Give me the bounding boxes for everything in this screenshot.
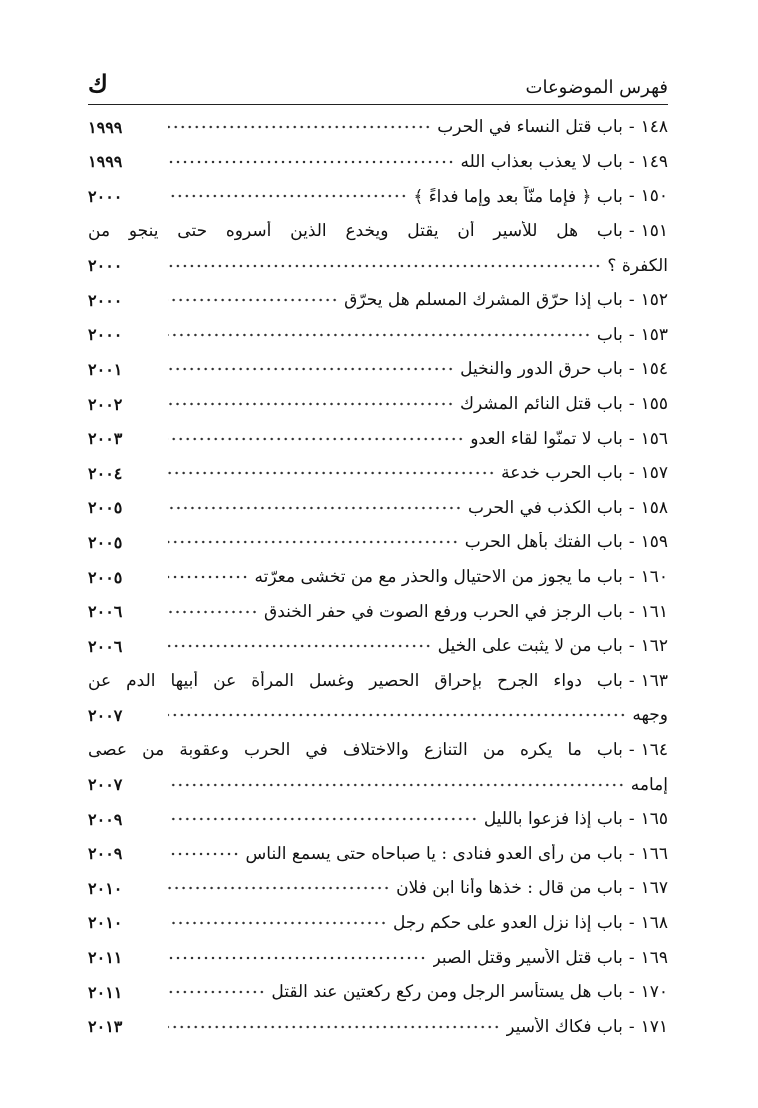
entry-dash: - (628, 809, 635, 830)
leader-dots (168, 429, 464, 449)
leader-dots (168, 152, 455, 172)
toc-list (88, 110, 668, 1044)
entry-dash: - (628, 324, 635, 345)
entry-title: باب حرق الدور والنخيل (460, 359, 623, 380)
entry-dash: - (628, 601, 635, 622)
entry-title-line2: الكفرة ؟ (607, 255, 668, 276)
entry-dash: - (628, 117, 635, 138)
entry-number: ١٥٨ (640, 497, 668, 518)
entry-page: ٢٠٠٥ (88, 567, 123, 587)
toc-entry (88, 940, 668, 975)
entry-number: ١٦١ (640, 601, 668, 622)
toc-entry (88, 733, 668, 802)
leader-dots (168, 982, 265, 1002)
leader-dots (168, 636, 432, 656)
entry-title: باب إذا حرّق المشرك المسلم هل يحرّق (344, 290, 623, 311)
entry-dash: - (628, 670, 635, 691)
entry-dash: - (628, 497, 635, 518)
entry-number: ١٥٠ (640, 186, 668, 207)
index-page (88, 0, 668, 1108)
toc-entry (88, 179, 668, 214)
entry-dash: - (628, 982, 635, 1003)
entry-dash: - (628, 912, 635, 933)
entry-title: باب إذا فزعوا بالليل (483, 809, 623, 830)
toc-entry (88, 906, 668, 941)
page-header (88, 69, 668, 98)
leader-dots (168, 394, 454, 414)
leader-dots (168, 117, 431, 137)
entry-dash: - (628, 428, 635, 449)
entry-page: ٢٠١٣ (88, 1017, 123, 1037)
entry-dash: - (628, 394, 635, 415)
entry-number: ١٦٢ (640, 636, 668, 657)
leader-dots (168, 948, 427, 968)
entry-page: ٢٠٠٠ (88, 325, 123, 345)
entry-title: باب ما يجوز من الاحتيال والحذر مع من تخشى معرّته (254, 567, 623, 588)
leader-dots (168, 1017, 500, 1037)
entry-dash: - (628, 290, 635, 311)
leader-dots (168, 775, 625, 795)
entry-page: ٢٠٠٢ (88, 394, 123, 414)
entry-number: ١٥١ (640, 221, 668, 242)
toc-entry (88, 421, 668, 456)
header-title: فهرس الموضوعات (525, 77, 668, 98)
entry-page: ٢٠٠٠ (88, 256, 123, 276)
page-letter: ك (88, 69, 108, 98)
entry-number: ١٥٢ (640, 290, 668, 311)
entry-page: ٢٠٠٥ (88, 498, 123, 518)
toc-entry (88, 456, 668, 491)
toc-entry (88, 664, 668, 733)
entry-dash: - (628, 151, 635, 172)
entry-page: ٢٠١١ (88, 982, 123, 1002)
leader-dots (168, 602, 258, 622)
entry-title-line1: باب هل للأسير أن يقتل ويخدع الذين أسروه حتى ينجو من (88, 221, 623, 242)
entry-page: ٢٠٠٩ (88, 809, 123, 829)
leader-dots (168, 325, 591, 345)
toc-entry (88, 110, 668, 145)
entry-dash: - (628, 843, 635, 864)
entry-page: ٢٠١٠ (88, 913, 123, 933)
entry-title-line2: وجهه (632, 705, 668, 726)
toc-entry (88, 836, 668, 871)
entry-number: ١٥٧ (640, 463, 668, 484)
leader-dots (168, 290, 338, 310)
entry-number: ١٥٥ (640, 394, 668, 415)
leader-dots (168, 256, 601, 276)
toc-entry (88, 283, 668, 318)
entry-page: ٢٠٠٤ (88, 463, 123, 483)
toc-entry (88, 1009, 668, 1044)
entry-number: ١٤٩ (640, 151, 668, 172)
entry-number: ١٦٠ (640, 567, 668, 588)
entry-title: باب الحرب خدعة (501, 463, 623, 484)
entry-title: باب فكاك الأسير (506, 1016, 623, 1037)
toc-entry (88, 145, 668, 180)
entry-title: باب الكذب في الحرب (467, 497, 623, 518)
leader-dots (168, 498, 462, 518)
entry-title: باب قتل النائم المشرك (460, 394, 623, 415)
entry-page: ٢٠٠١ (88, 359, 123, 379)
entry-title: باب (596, 324, 623, 345)
entry-page: ٢٠٠٧ (88, 775, 123, 795)
entry-number: ١٥٩ (640, 532, 668, 553)
entry-title-line2: إمامه (630, 774, 668, 795)
leader-dots (168, 705, 626, 725)
entry-number: ١٦٣ (640, 670, 668, 691)
entry-title: باب من لا يثبت على الخيل (437, 636, 623, 657)
entry-number: ١٦٥ (640, 809, 668, 830)
entry-page: ٢٠٠٦ (88, 636, 123, 656)
toc-entry (88, 352, 668, 387)
entry-page: ٢٠٠٩ (88, 844, 123, 864)
entry-dash: - (628, 359, 635, 380)
entry-dash: - (628, 878, 635, 899)
entry-title: باب قتل الأسير وقتل الصبر (432, 947, 623, 968)
entry-title: باب الفتك بأهل الحرب (464, 532, 623, 553)
leader-dots (168, 844, 240, 864)
leader-dots (168, 913, 387, 933)
toc-entry (88, 594, 668, 629)
entry-dash: - (628, 636, 635, 657)
toc-entry (88, 802, 668, 837)
entry-page: ٢٠١٠ (88, 878, 123, 898)
entry-number: ١٦٤ (640, 739, 668, 760)
entry-dash: - (628, 221, 635, 242)
entry-title-line1: باب دواء الجرح بإحراق الحصير وغسل المرأة عن أبيها الدم عن (88, 670, 623, 691)
toc-entry (88, 560, 668, 595)
leader-dots (168, 567, 249, 587)
entry-number: ١٥٣ (640, 324, 668, 345)
leader-dots (168, 532, 459, 552)
entry-page: ٢٠١١ (88, 948, 123, 968)
toc-entry (88, 975, 668, 1010)
entry-number: ١٥٦ (640, 428, 668, 449)
entry-number: ١٦٦ (640, 843, 668, 864)
entry-page: ٢٠٠٧ (88, 705, 123, 725)
entry-number: ١٦٨ (640, 912, 668, 933)
entry-number: ١٧٠ (640, 982, 668, 1003)
entry-page: ٢٠٠٥ (88, 532, 123, 552)
leader-dots (168, 809, 478, 829)
toc-entry (88, 318, 668, 353)
toc-entry (88, 387, 668, 422)
leader-dots (168, 463, 495, 483)
leader-dots (168, 359, 454, 379)
entry-dash: - (628, 947, 635, 968)
entry-title: باب الرجز في الحرب ورفع الصوت في حفر الخندق (264, 601, 623, 622)
entry-dash: - (628, 532, 635, 553)
entry-dash: - (628, 567, 635, 588)
entry-page: ٢٠٠٠ (88, 290, 123, 310)
toc-entry (88, 629, 668, 664)
entry-number: ١٧١ (640, 1016, 668, 1037)
entry-page: ٢٠٠٦ (88, 602, 123, 622)
entry-title: باب قتل النساء في الحرب (437, 117, 623, 138)
entry-title: باب هل يستأسر الرجل ومن ركع ركعتين عند القتل (271, 982, 623, 1003)
entry-title: باب من قال : خذها وأنا ابن فلان (396, 878, 623, 899)
entry-dash: - (628, 463, 635, 484)
leader-dots (168, 878, 390, 898)
leader-dots (168, 186, 407, 206)
entry-title: باب ﴿ فإما منّاً بعد وإما فداءً ﴾ (413, 186, 623, 207)
entry-number: ١٤٨ (640, 117, 668, 138)
toc-entry (88, 214, 668, 283)
header-rule (88, 104, 668, 105)
entry-title: باب من رأى العدو فنادى : يا صباحاه حتى يسمع الناس (245, 843, 623, 864)
entry-dash: - (628, 1016, 635, 1037)
entry-title: باب لا تمنّوا لقاء العدو (470, 428, 623, 449)
entry-title-line1: باب ما يكره من التنازع والاختلاف في الحرب وعقوبة من عصى (88, 739, 623, 760)
entry-page: ٢٠٠٠ (88, 186, 123, 206)
entry-page: ٢٠٠٣ (88, 429, 123, 449)
entry-title: باب لا يعذب بعذاب الله (460, 151, 623, 172)
entry-title: باب إذا نزل العدو على حكم رجل (393, 912, 623, 933)
entry-dash: - (628, 186, 635, 207)
toc-entry (88, 871, 668, 906)
entry-page: ١٩٩٩ (88, 152, 123, 172)
toc-entry (88, 491, 668, 526)
entry-dash: - (628, 739, 635, 760)
entry-page: ١٩٩٩ (88, 117, 123, 137)
toc-entry (88, 525, 668, 560)
entry-number: ١٦٧ (640, 878, 668, 899)
entry-number: ١٥٤ (640, 359, 668, 380)
entry-number: ١٦٩ (640, 947, 668, 968)
